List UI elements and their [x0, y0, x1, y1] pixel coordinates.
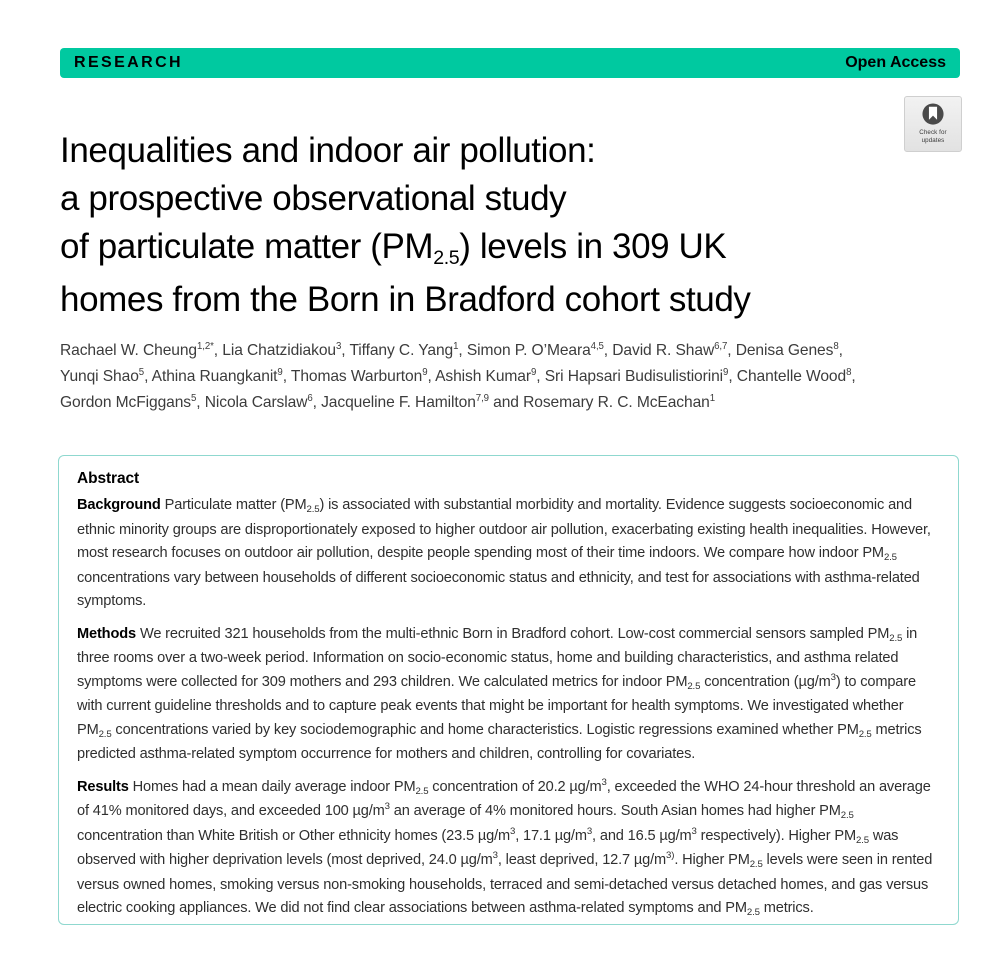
author-affiliation-marker: 1: [453, 340, 459, 352]
title-line-2: a prospective observational study: [60, 179, 567, 219]
paper-title: [60, 127, 890, 324]
abstract-section-label: Results: [77, 778, 129, 795]
author-name: Jacqueline F. Hamilton: [321, 394, 476, 411]
pm-subscript: 2.5: [883, 552, 897, 564]
author-line-3: Gordon McFiggans$^5$, Nicola Carslaw$^6$, Jacqueline F. Hamilton$^{7,9}$ and Rosemary R. C. McEachan$^1$: [60, 392, 716, 411]
author-name: Chantelle Wood: [736, 368, 847, 385]
author-name: Ashish Kumar: [435, 368, 531, 385]
check-for-updates-icon: [920, 101, 946, 127]
author-name: Tiffany C. Yang: [349, 342, 454, 359]
abstract-sections: [77, 494, 940, 922]
unit-superscript: 3: [691, 825, 697, 837]
abstract-section-label: Background: [77, 497, 161, 513]
author-list: [60, 338, 950, 416]
author-affiliation-marker: 5: [138, 366, 145, 378]
check-badge-line2: updates: [921, 136, 945, 144]
research-banner: [60, 48, 960, 78]
pm-subscript: 2.5: [749, 859, 763, 871]
pm-subscript: 2.5: [306, 504, 320, 516]
author-name: Rosemary R. C. McEachan: [523, 394, 710, 411]
author-affiliation-marker: 1: [709, 392, 716, 404]
author-affiliation-marker: 9: [723, 366, 729, 378]
author-affiliation-marker: 8: [833, 340, 839, 352]
author-affiliation-marker: 4,5: [590, 340, 604, 352]
author-name: Athina Ruangkanit: [151, 368, 278, 385]
unit-superscript: 3: [830, 671, 836, 683]
pm-subscript: 2.5: [746, 907, 760, 919]
pm-subscript: 2.5: [889, 632, 903, 644]
author-line-2: Yunqi Shao$^5$, Athina Ruangkanit$^9$, Thomas Warburton$^9$, Ashish Kumar$^9$, Sri Hapsari Budisulistiorini$^9$, Chantelle Wood$^8$,: [60, 366, 856, 385]
title-pm-subscript: 2.5: [433, 247, 460, 270]
unit-superscript: 3): [666, 850, 675, 862]
author-name: Simon P. O’Meara: [466, 342, 591, 359]
author-name: Yunqi Shao: [60, 368, 139, 385]
abstract-heading: Abstract: [77, 470, 140, 487]
author-name: Lia Chatzidiakou: [222, 342, 336, 359]
unit-superscript: 3: [384, 801, 390, 813]
unit-superscript: 3: [601, 776, 607, 788]
author-name: Thomas Warburton: [290, 368, 423, 385]
author-name: Rachael W. Cheung: [60, 342, 197, 359]
pm-subscript: 2.5: [415, 785, 429, 797]
title-line-4: homes from the Born in Bradford cohort study: [60, 280, 751, 320]
pm-subscript: 2.5: [855, 834, 869, 846]
abstract-paragraph: Background Particulate matter $(PM_{2.5})$ is associated with substantial morbidity and mortality. Evidence suggests socioeconomic and ethnic minority groups are disproportionately exposed to higher outdoor air pollution, exacerbating existing health inequalities. However, most research focuses on outdoor air pollution, despite people spending most of their time indoors. We compare how indoor $PM_{2.5}$ concentrations vary between households of different socioeconomic status and ethnicity, and test for associations with asthma-related symptoms.: [77, 497, 931, 609]
check-badge-line1: Check for: [919, 129, 947, 136]
author-affiliation-marker: 1,2*: [197, 340, 214, 352]
abstract-paragraph: Methods We recruited 321 households from the multi-ethnic Born in Bradford cohort. Low-cost commercial sensors sampled $PM_{2.5}$ in three rooms over a two-week period. Information on socio-economic status, home and building characteristics, and asthma related symptoms were collected for 309 mothers and 293 children. We calculated metrics for indoor $PM_{2.5}$ concentration $(\mu g/m^3)$ to compare with current guideline thresholds and to capture peak events that might be important for health symptoms. We investigated whether $PM_{2.5}$ concentrations varied by key sociodemographic and home characteristics. Logistic regressions examined whether $PM_{2.5}$ metrics predicted asthma-related symptom occurrence for mothers and children, controlling for covariates.: [77, 625, 922, 762]
pm-subscript: 2.5: [687, 680, 701, 692]
author-name: Nicola Carslaw: [204, 394, 308, 411]
unit-superscript: 3: [586, 825, 593, 837]
pm-subscript: 2.5: [840, 810, 854, 822]
title-line-3-a: of particulate matter (PM: [60, 227, 434, 267]
banner-open-access-label: Open Access: [845, 54, 946, 71]
author-affiliation-marker: 8: [846, 366, 852, 378]
author-affiliation-marker: 9: [530, 366, 537, 378]
title-line-1: Inequalities and indoor air pollution:: [60, 131, 596, 171]
banner-research-label: RESEARCH: [74, 54, 183, 71]
unit-superscript: 3: [509, 825, 516, 837]
author-affiliation-marker: 9: [422, 366, 428, 378]
pm-subscript: 2.5: [98, 728, 112, 740]
pm-subscript: 2.5: [858, 728, 872, 740]
author-affiliation-marker: 6: [307, 392, 313, 404]
author-name: Gordon McFiggans: [60, 394, 192, 411]
author-affiliation-marker: 9: [277, 366, 283, 378]
title-line-3: [60, 223, 890, 276]
check-for-updates-badge[interactable]: [904, 96, 962, 152]
author-affiliation-marker: 3: [335, 340, 342, 352]
abstract-section-label: Methods: [77, 625, 136, 642]
author-name: Sri Hapsari Budisulistiorini: [544, 368, 724, 385]
author-affiliation-marker: 5: [191, 392, 197, 404]
unit-superscript: 3: [492, 850, 498, 862]
abstract-paragraph: Results Homes had a mean daily average indoor $PM_{2.5}$ concentration of 20.2 $\mu g/m^3$, exceeded the WHO 24-hour threshold an average of 41% monitored days, and exceeded 100 $\mu g/m^3$ an average of 4% monitored hours. South Asian homes had higher $PM_{2.5}$ concentration than White British or Other ethnicity homes (23.5 $\mu g/m^3$, 17.1 $\mu g/m^3$, and 16.5 $\mu g/m^3$ respectively). Higher $PM_{2.5}$ was observed with higher deprivation levels (most deprived, 24.0 $\mu g/m^3$, least deprived, 12.7 $\mu g/m^{3)}$. Higher $PM_{2.5}$ levels were seen in rented versus owned homes, smoking versus non-smoking households, terraced and semi-detached versus detached homes, and gas versus electric cooking appliances. We did not find clear associations between asthma-related symptoms and $PM_{2.5}$ metrics.: [77, 776, 933, 919]
author-name: David R. Shaw: [612, 342, 715, 359]
title-line-3-b: ) levels in 309 UK: [459, 227, 727, 267]
abstract-box: [58, 455, 959, 925]
author-line-1: Rachael W. Cheung$^{1,2*}$, Lia Chatzidiakou$^3$, Tiffany C. Yang$^1$, Simon P. O’Meara$^{4,5}$, David R. Shaw$^{6,7}$, Denisa Genes$^8$,: [60, 340, 843, 359]
author-affiliation-marker: 6,7: [714, 340, 728, 352]
author-affiliation-marker: 7,9: [475, 392, 489, 404]
author-name: Denisa Genes: [735, 342, 834, 359]
